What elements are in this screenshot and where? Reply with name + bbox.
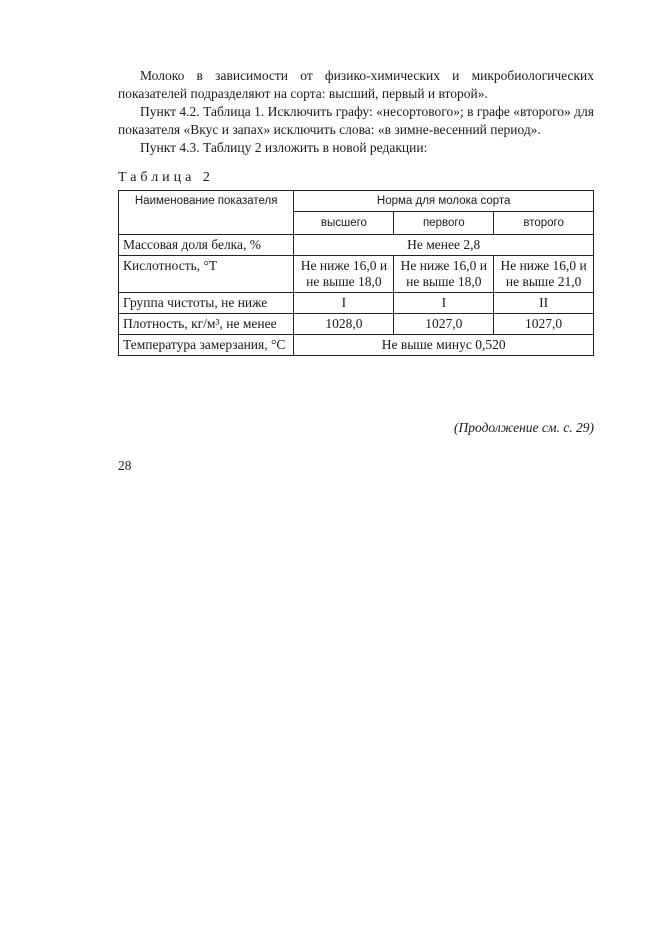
header-sort-second: второго — [494, 212, 594, 235]
value-acidity-highest: Не ниже 16,0 и не выше 18,0 — [294, 256, 394, 293]
table-row — [119, 256, 594, 293]
norms-table — [118, 190, 594, 356]
value-freezing: Не выше минус 0,520 — [294, 335, 594, 356]
table-caption: Таблица 2 — [118, 170, 214, 185]
row-name-freezing: Температура замерзания, °С — [119, 335, 294, 356]
row-name-acidity: Кислотность, °Т — [119, 256, 294, 293]
header-sort-first: первого — [394, 212, 494, 235]
page-number: 28 — [118, 458, 132, 473]
value-purity-second: II — [494, 293, 594, 314]
table-row — [119, 235, 594, 256]
body-text — [118, 67, 594, 157]
paragraph: Пункт 4.2. Таблица 1. Исключить графу: «несортового»; в графе «второго» для показателя «Вкус и запах» исключить слова: «в зимне-весенний период». — [118, 104, 594, 137]
table-row — [119, 293, 594, 314]
table-header-row — [119, 191, 594, 212]
value-density-second: 1027,0 — [494, 314, 594, 335]
value-acidity-first: Не ниже 16,0 и не выше 18,0 — [394, 256, 494, 293]
value-density-highest: 1028,0 — [294, 314, 394, 335]
header-sort-highest: высшего — [294, 212, 394, 235]
value-protein: Не менее 2,8 — [294, 235, 594, 256]
table-row — [119, 314, 594, 335]
row-name-density: Плотность, кг/м³, не менее — [119, 314, 294, 335]
table-row — [119, 335, 594, 356]
value-density-first: 1027,0 — [394, 314, 494, 335]
value-purity-highest: I — [294, 293, 394, 314]
header-indicator-name: Наименование показателя — [119, 191, 294, 235]
header-norm-group: Норма для молока сорта — [294, 191, 594, 212]
paragraph: Молоко в зависимости от физико-химических и микробиологических показателей подразделяют на сорта: высший, первый и второй». — [118, 68, 594, 101]
paragraph: Пункт 4.3. Таблицу 2 изложить в новой редакции: — [140, 140, 428, 155]
value-purity-first: I — [394, 293, 494, 314]
row-name-purity: Группа чистоты, не ниже — [119, 293, 294, 314]
row-name-protein: Массовая доля белка, % — [119, 235, 294, 256]
continuation-note: (Продолжение см. с. 29) — [454, 420, 594, 435]
value-acidity-second: Не ниже 16,0 и не выше 21,0 — [494, 256, 594, 293]
